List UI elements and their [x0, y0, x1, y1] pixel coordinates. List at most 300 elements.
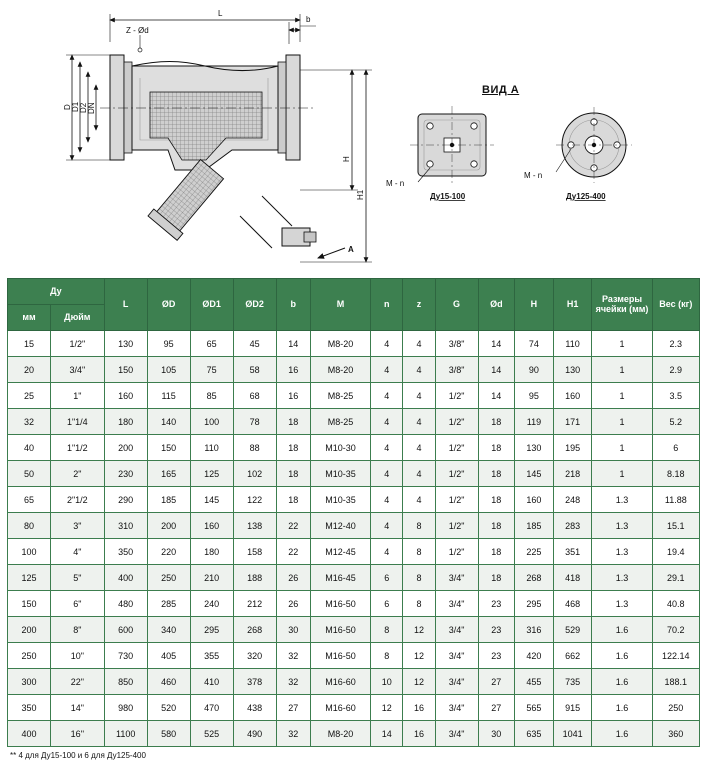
table-cell: 18	[478, 435, 515, 461]
table-cell: 1/2"	[435, 539, 478, 565]
table-cell: 4	[403, 383, 435, 409]
table-cell: 8	[403, 539, 435, 565]
table-cell: 1/2"	[435, 409, 478, 435]
table-cell: 130	[553, 357, 592, 383]
table-cell: 12	[403, 669, 435, 695]
table-cell: 145	[515, 461, 554, 487]
table-row	[8, 695, 700, 721]
table-cell: 6	[371, 591, 403, 617]
table-cell: 65	[190, 331, 233, 357]
table-cell: 125	[8, 565, 51, 591]
section-arrow-A	[318, 245, 354, 258]
table-cell: M16-60	[310, 695, 370, 721]
table-cell: 16	[276, 383, 310, 409]
table-cell: 520	[147, 695, 190, 721]
table-cell: 23	[478, 617, 515, 643]
table-cell: M8-25	[310, 383, 370, 409]
table-cell: 351	[553, 539, 592, 565]
table-cell: 1041	[553, 721, 592, 747]
table-cell: 1	[592, 409, 652, 435]
table-cell: 3/8"	[435, 357, 478, 383]
table-cell: 460	[147, 669, 190, 695]
table-cell: 32	[276, 669, 310, 695]
table-cell: 16	[403, 721, 435, 747]
table-cell: 4	[371, 487, 403, 513]
dimensions-table	[7, 278, 700, 747]
header-n: n	[371, 279, 403, 331]
table-cell: 2.9	[652, 357, 699, 383]
table-cell: 200	[8, 617, 51, 643]
table-cell: 130	[104, 331, 147, 357]
table-cell: 220	[147, 539, 190, 565]
header-OD: ØD	[147, 279, 190, 331]
table-cell: 490	[233, 721, 276, 747]
table-cell: 470	[190, 695, 233, 721]
table-cell: 635	[515, 721, 554, 747]
table-row	[8, 331, 700, 357]
table-cell: 22	[276, 513, 310, 539]
table-cell: M16-60	[310, 669, 370, 695]
table-row	[8, 669, 700, 695]
table-cell: 14	[478, 357, 515, 383]
table-cell: 115	[147, 383, 190, 409]
table-cell: 150	[147, 435, 190, 461]
label-m-n-right: M - n	[524, 171, 543, 180]
table-cell: 418	[553, 565, 592, 591]
table-cell: 14	[478, 383, 515, 409]
table-cell: 188	[233, 565, 276, 591]
table-cell: 150	[8, 591, 51, 617]
table-row	[8, 513, 700, 539]
table-cell: 915	[553, 695, 592, 721]
table-row	[8, 721, 700, 747]
table-cell: 2"1/2	[50, 487, 104, 513]
table-cell: 1.6	[592, 643, 652, 669]
table-cell: 30	[478, 721, 515, 747]
table-cell: 4	[371, 409, 403, 435]
table-row	[8, 461, 700, 487]
table-cell: 3/4"	[435, 669, 478, 695]
table-cell: 22	[276, 539, 310, 565]
header-b: b	[276, 279, 310, 331]
table-cell: 468	[553, 591, 592, 617]
table-cell: 50	[8, 461, 51, 487]
table-cell: 26	[276, 591, 310, 617]
table-cell: 3/4"	[50, 357, 104, 383]
table-cell: 12	[403, 643, 435, 669]
table-cell: 300	[8, 669, 51, 695]
table-cell: 3/4"	[435, 695, 478, 721]
table-cell: 283	[553, 513, 592, 539]
table-cell: 22"	[50, 669, 104, 695]
table-cell: 850	[104, 669, 147, 695]
table-cell: 138	[233, 513, 276, 539]
table-cell: 185	[515, 513, 554, 539]
table-cell: 400	[8, 721, 51, 747]
table-cell: 565	[515, 695, 554, 721]
table-cell: 525	[190, 721, 233, 747]
table-cell: 200	[104, 435, 147, 461]
table-cell: 95	[147, 331, 190, 357]
table-cell: 122.14	[652, 643, 699, 669]
table-cell: 100	[190, 409, 233, 435]
table-cell: 980	[104, 695, 147, 721]
table-cell: 70.2	[652, 617, 699, 643]
table-row	[8, 383, 700, 409]
table-cell: 88	[233, 435, 276, 461]
table-cell: 65	[8, 487, 51, 513]
table-cell: 218	[553, 461, 592, 487]
table-cell: 4	[403, 461, 435, 487]
table-cell: M8-25	[310, 409, 370, 435]
table-cell: 150	[104, 357, 147, 383]
table-cell: 240	[190, 591, 233, 617]
table-cell: 58	[233, 357, 276, 383]
table-cell: 1/2"	[50, 331, 104, 357]
table-cell: 1	[592, 357, 652, 383]
label-DN: DN	[87, 102, 96, 114]
table-cell: 316	[515, 617, 554, 643]
table-cell: 160	[104, 383, 147, 409]
table-cell: 12	[403, 617, 435, 643]
table-cell: 1.3	[592, 487, 652, 513]
table-cell: 200	[147, 513, 190, 539]
table-cell: 40.8	[652, 591, 699, 617]
table-cell: 16''	[50, 721, 104, 747]
table-cell: M8-20	[310, 357, 370, 383]
table-cell: 1/2"	[435, 513, 478, 539]
table-cell: 6"	[50, 591, 104, 617]
table-cell: 90	[515, 357, 554, 383]
table-cell: 23	[478, 591, 515, 617]
table-cell: 248	[553, 487, 592, 513]
table-cell: 40	[8, 435, 51, 461]
table-cell: 18	[276, 409, 310, 435]
table-cell: 2.3	[652, 331, 699, 357]
table-cell: 250	[147, 565, 190, 591]
table-cell: 85	[190, 383, 233, 409]
table-cell: 4	[403, 357, 435, 383]
table-cell: 18	[478, 461, 515, 487]
table-cell: 420	[515, 643, 554, 669]
table-cell: 410	[190, 669, 233, 695]
table-cell: 295	[515, 591, 554, 617]
table-cell: 29.1	[652, 565, 699, 591]
table-cell: M10-35	[310, 461, 370, 487]
table-cell: 102	[233, 461, 276, 487]
table-cell: 145	[190, 487, 233, 513]
header-cell-size: Размеры ячейки (мм)	[592, 279, 652, 331]
table-cell: 18	[276, 487, 310, 513]
table-cell: 350	[8, 695, 51, 721]
table-cell: 3/4"	[435, 617, 478, 643]
table-cell: 480	[104, 591, 147, 617]
table-cell: 160	[515, 487, 554, 513]
table-cell: 4	[371, 331, 403, 357]
header-G: G	[435, 279, 478, 331]
table-row	[8, 591, 700, 617]
table-cell: 20	[8, 357, 51, 383]
table-cell: 32	[276, 721, 310, 747]
table-cell: 27	[478, 695, 515, 721]
table-cell: 140	[147, 409, 190, 435]
header-OD2: ØD2	[233, 279, 276, 331]
table-cell: 14	[478, 331, 515, 357]
table-cell: 1	[592, 331, 652, 357]
table-row	[8, 643, 700, 669]
table-cell: 14	[276, 331, 310, 357]
label-du15-100: Ду15-100	[430, 192, 466, 201]
header-H1: H1	[553, 279, 592, 331]
table-cell: M16-50	[310, 591, 370, 617]
technical-drawing	[0, 0, 707, 278]
table-cell: 400	[104, 565, 147, 591]
table-cell: 4	[403, 331, 435, 357]
table-cell: 355	[190, 643, 233, 669]
table-cell: 1	[592, 461, 652, 487]
table-cell: 580	[147, 721, 190, 747]
table-cell: 6	[371, 565, 403, 591]
table-cell: 32	[276, 643, 310, 669]
table-cell: 1"1/4	[50, 409, 104, 435]
table-cell: 5.2	[652, 409, 699, 435]
table-cell: 15	[8, 331, 51, 357]
table-cell: 8.18	[652, 461, 699, 487]
table-cell: M8-20	[310, 721, 370, 747]
strainer-drawing-svg	[0, 0, 707, 278]
label-z-od: Z - Ød	[126, 26, 149, 35]
table-cell: 160	[553, 383, 592, 409]
table-cell: 18	[478, 487, 515, 513]
table-cell: 125	[190, 461, 233, 487]
table-cell: 32	[8, 409, 51, 435]
table-cell: 268	[233, 617, 276, 643]
table-cell: M8-20	[310, 331, 370, 357]
table-cell: 16	[276, 357, 310, 383]
table-cell: 122	[233, 487, 276, 513]
table-cell: 225	[515, 539, 554, 565]
table-cell: 8	[403, 513, 435, 539]
table-cell: 3/4"	[435, 643, 478, 669]
table-header-row-1	[8, 279, 700, 305]
table-cell: 1"	[50, 383, 104, 409]
table-cell: 529	[553, 617, 592, 643]
dimension-b	[289, 15, 316, 44]
table-cell: 27	[276, 695, 310, 721]
header-OD1: ØD1	[190, 279, 233, 331]
table-footnote: ** 4 для Ду15-100 и 6 для Ду125-400	[10, 751, 146, 760]
table-cell: M12-40	[310, 513, 370, 539]
table-cell: 100	[8, 539, 51, 565]
label-D1: D1	[71, 101, 80, 112]
table-cell: 360	[652, 721, 699, 747]
table-cell: 405	[147, 643, 190, 669]
table-cell: 188.1	[652, 669, 699, 695]
table-cell: 730	[104, 643, 147, 669]
table-cell: 78	[233, 409, 276, 435]
table-cell: 5"	[50, 565, 104, 591]
table-cell: 75	[190, 357, 233, 383]
header-weight: Вес (кг)	[652, 279, 699, 331]
table-cell: 6	[652, 435, 699, 461]
table-cell: 19.4	[652, 539, 699, 565]
table-cell: 105	[147, 357, 190, 383]
table-cell: 3.5	[652, 383, 699, 409]
table-cell: 27	[478, 669, 515, 695]
table-cell: 158	[233, 539, 276, 565]
table-cell: 3/8"	[435, 331, 478, 357]
table-cell: 130	[515, 435, 554, 461]
table-cell: M10-30	[310, 435, 370, 461]
table-cell: 2"	[50, 461, 104, 487]
table-cell: 320	[233, 643, 276, 669]
header-Od: Ød	[478, 279, 515, 331]
table-cell: 290	[104, 487, 147, 513]
table-cell: 4	[371, 383, 403, 409]
table-cell: 250	[652, 695, 699, 721]
table-cell: 1100	[104, 721, 147, 747]
table-cell: 212	[233, 591, 276, 617]
table-cell: 268	[515, 565, 554, 591]
header-du-inch: Дюйм	[50, 305, 104, 331]
table-row	[8, 539, 700, 565]
table-cell: 310	[104, 513, 147, 539]
label-D: D	[63, 104, 72, 110]
table-cell: 68	[233, 383, 276, 409]
label-L: L	[218, 9, 223, 18]
table-cell: 171	[553, 409, 592, 435]
table-cell: 18	[478, 409, 515, 435]
table-cell: 3/4"	[435, 721, 478, 747]
table-cell: 25	[8, 383, 51, 409]
table-cell: 1/2"	[435, 383, 478, 409]
table-cell: 4	[371, 539, 403, 565]
table-cell: 14"	[50, 695, 104, 721]
table-cell: 1.3	[592, 539, 652, 565]
table-cell: 3/4"	[435, 565, 478, 591]
table-cell: 11.88	[652, 487, 699, 513]
table-cell: 4"	[50, 539, 104, 565]
header-du-mm: мм	[8, 305, 51, 331]
table-cell: 26	[276, 565, 310, 591]
table-cell: 185	[147, 487, 190, 513]
table-cell: 1.6	[592, 669, 652, 695]
table-cell: M12-45	[310, 539, 370, 565]
table-cell: 16	[403, 695, 435, 721]
table-cell: 110	[190, 435, 233, 461]
table-cell: 1.6	[592, 721, 652, 747]
header-L: L	[104, 279, 147, 331]
table-cell: 80	[8, 513, 51, 539]
table-cell: 1/2"	[435, 461, 478, 487]
table-cell: 1	[592, 383, 652, 409]
table-cell: 15.1	[652, 513, 699, 539]
label-b: b	[306, 15, 311, 24]
table-cell: 1.6	[592, 695, 652, 721]
table-cell: 195	[553, 435, 592, 461]
table-cell: 160	[190, 513, 233, 539]
table-cell: 4	[371, 461, 403, 487]
table-cell: 119	[515, 409, 554, 435]
header-H: H	[515, 279, 554, 331]
table-cell: 455	[515, 669, 554, 695]
table-cell: 18	[276, 461, 310, 487]
table-cell: 1.6	[592, 617, 652, 643]
table-cell: 3/4"	[435, 591, 478, 617]
header-z: z	[403, 279, 435, 331]
table-row	[8, 487, 700, 513]
table-cell: 378	[233, 669, 276, 695]
label-du125-400: Ду125-400	[566, 192, 606, 201]
table-cell: 250	[8, 643, 51, 669]
table-row	[8, 409, 700, 435]
table-cell: 4	[371, 357, 403, 383]
table-cell: 180	[104, 409, 147, 435]
table-cell: 45	[233, 331, 276, 357]
table-cell: 10"	[50, 643, 104, 669]
table-cell: 1.3	[592, 591, 652, 617]
table-cell: 23	[478, 643, 515, 669]
table-cell: 285	[147, 591, 190, 617]
view-a-title: ВИД А	[482, 84, 520, 96]
header-du-group: Ду	[8, 279, 105, 305]
label-A-arrow: A	[348, 245, 354, 254]
table-cell: 8	[371, 617, 403, 643]
table-cell: 1/2"	[435, 435, 478, 461]
table-cell: 10	[371, 669, 403, 695]
table-cell: 4	[371, 435, 403, 461]
table-cell: 165	[147, 461, 190, 487]
table-cell: 350	[104, 539, 147, 565]
table-cell: M16-45	[310, 565, 370, 591]
table-cell: 14	[371, 721, 403, 747]
table-cell: 110	[553, 331, 592, 357]
table-cell: 1"1/2	[50, 435, 104, 461]
table-cell: 1.3	[592, 513, 652, 539]
table-cell: 30	[276, 617, 310, 643]
table-cell: 8	[403, 565, 435, 591]
table-cell: 8"	[50, 617, 104, 643]
table-cell: 230	[104, 461, 147, 487]
table-row	[8, 617, 700, 643]
table-cell: 4	[403, 409, 435, 435]
table-body	[8, 331, 700, 747]
table-cell: 340	[147, 617, 190, 643]
table-cell: M16-50	[310, 643, 370, 669]
table-cell: 4	[403, 487, 435, 513]
table-row	[8, 357, 700, 383]
header-M: M	[310, 279, 370, 331]
label-D2: D2	[79, 102, 88, 113]
table-cell: 18	[478, 513, 515, 539]
table-cell: 4	[403, 435, 435, 461]
table-cell: 1.3	[592, 565, 652, 591]
strainer-body	[100, 46, 316, 248]
table-cell: 662	[553, 643, 592, 669]
table-cell: M16-50	[310, 617, 370, 643]
table-cell: 438	[233, 695, 276, 721]
view-a-square-flange	[386, 106, 494, 201]
table-cell: 4	[371, 513, 403, 539]
label-m-n-left: M - n	[386, 179, 405, 188]
table-row	[8, 435, 700, 461]
table-cell: 180	[190, 539, 233, 565]
table-cell: 1	[592, 435, 652, 461]
label-H1: H1	[356, 189, 365, 200]
table-cell: 600	[104, 617, 147, 643]
table-cell: 18	[478, 539, 515, 565]
table-cell: M10-35	[310, 487, 370, 513]
